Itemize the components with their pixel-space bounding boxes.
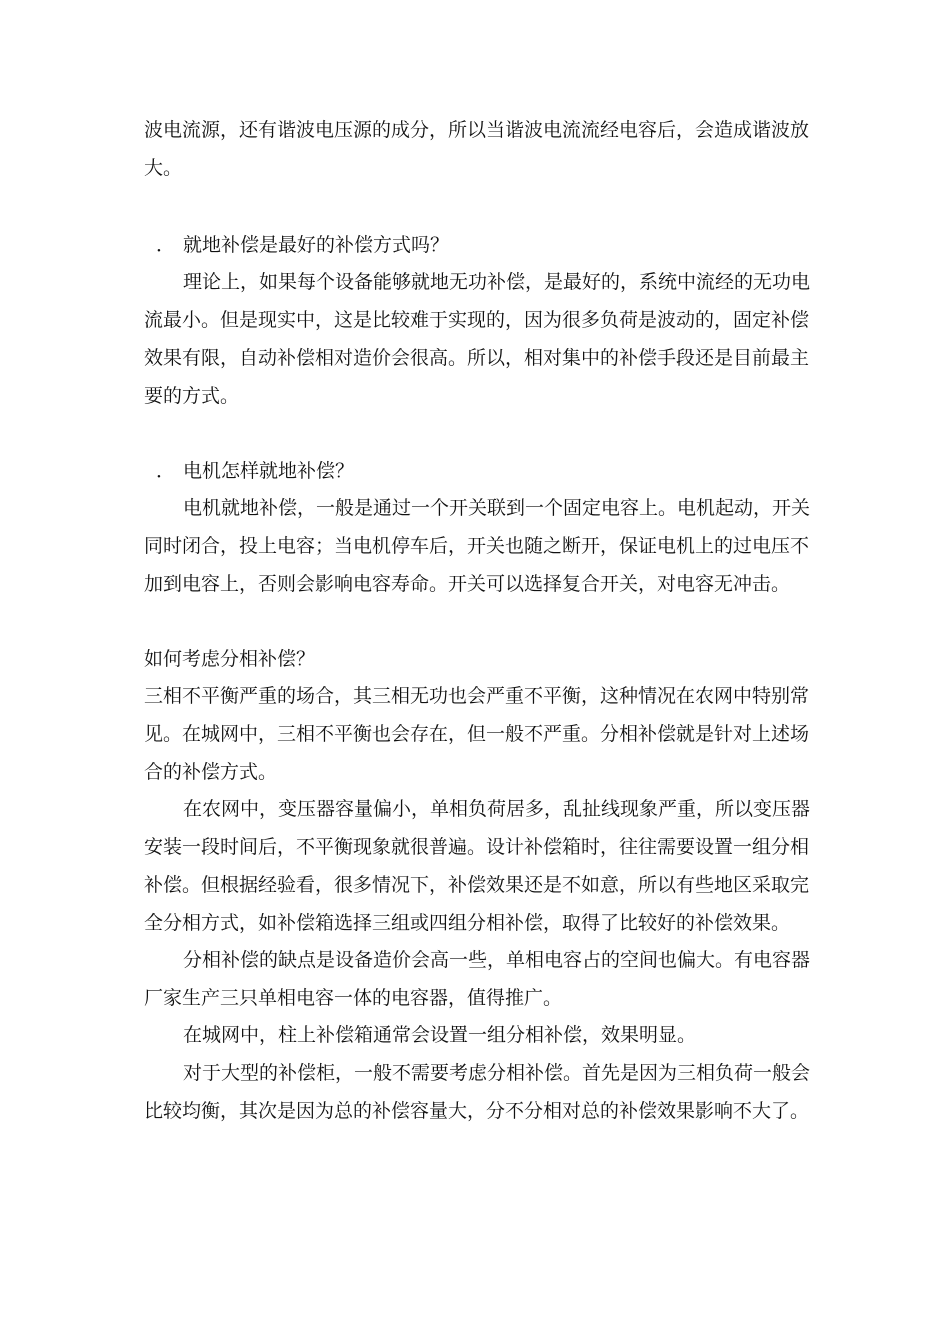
paragraph-line: 在城网中，柱上补偿箱通常会设置一组分相补偿，效果明显。 xyxy=(183,1024,697,1046)
paragraph-line: 比较均衡，其次是因为总的补偿容量大，分不分相对总的补偿效果影响不大了。 xyxy=(144,1100,810,1122)
paragraph-line: 流最小。但是现实中，这是比较难于实现的，因为很多负荷是波动的，固定补偿 xyxy=(144,309,810,331)
paragraph-line: 效果有限，自动补偿相对造价会很高。所以，相对集中的补偿手段还是目前最主 xyxy=(144,347,810,369)
paragraph-line: 波电流源，还有谐波电压源的成分，所以当谐波电流流经电容后，会造成谐波放 xyxy=(144,119,810,141)
question-heading: 就地补偿是最好的补偿方式吗？ xyxy=(183,234,450,256)
paragraph-line: 大。 xyxy=(144,157,183,179)
paragraph-line: 合的补偿方式。 xyxy=(144,761,278,783)
paragraph-line: 加到电容上，否则会影响电容寿命。开关可以选择复合开关，对电容无冲击。 xyxy=(144,573,791,595)
paragraph-line: 对于大型的补偿柜，一般不需要考虑分相补偿。首先是因为三相负荷一般会 xyxy=(183,1062,811,1084)
paragraph-line: 同时闭合，投上电容；当电机停车后，开关也随之断开，保证电机上的过电压不 xyxy=(144,535,810,557)
paragraph-line: 全分相方式，如补偿箱选择三组或四组分相补偿，取得了比较好的补偿效果。 xyxy=(144,912,791,934)
paragraph-line: 电机就地补偿，一般是通过一个开关联到一个固定电容上。电机起动，开关 xyxy=(183,497,811,519)
paragraph-line: 补偿。但根据经验看，很多情况下，补偿效果还是不如意，所以有些地区采取完 xyxy=(144,874,810,896)
question-number: ． xyxy=(156,460,176,482)
paragraph-line: 厂家生产三只单相电容一体的电容器，值得推广。 xyxy=(144,987,563,1009)
paragraph-line: 见。在城网中，三相不平衡也会存在，但一般不严重。分相补偿就是针对上述场 xyxy=(144,723,810,745)
paragraph-line: 理论上，如果每个设备能够就地无功补偿，是最好的，系统中流经的无功电 xyxy=(183,271,811,293)
paragraph-line: 三相不平衡严重的场合，其三相无功也会严重不平衡，这种情况在农网中特别常 xyxy=(144,685,810,707)
question-heading: 电机怎样就地补偿？ xyxy=(183,460,355,482)
paragraph-line: 要的方式。 xyxy=(144,385,240,407)
paragraph-line: 分相补偿的缺点是设备造价会高一些，单相电容占的空间也偏大。有电容器 xyxy=(183,949,811,971)
question-number: ． xyxy=(156,234,176,256)
paragraph-line: 在农网中，变压器容量偏小，单相负荷居多，乱扯线现象严重，所以变压器 xyxy=(183,798,811,820)
paragraph-line: 安装一段时间后，不平衡现象就很普遍。设计补偿箱时，往往需要设置一组分相 xyxy=(144,836,810,858)
section-heading: 如何考虑分相补偿？ xyxy=(144,648,316,670)
